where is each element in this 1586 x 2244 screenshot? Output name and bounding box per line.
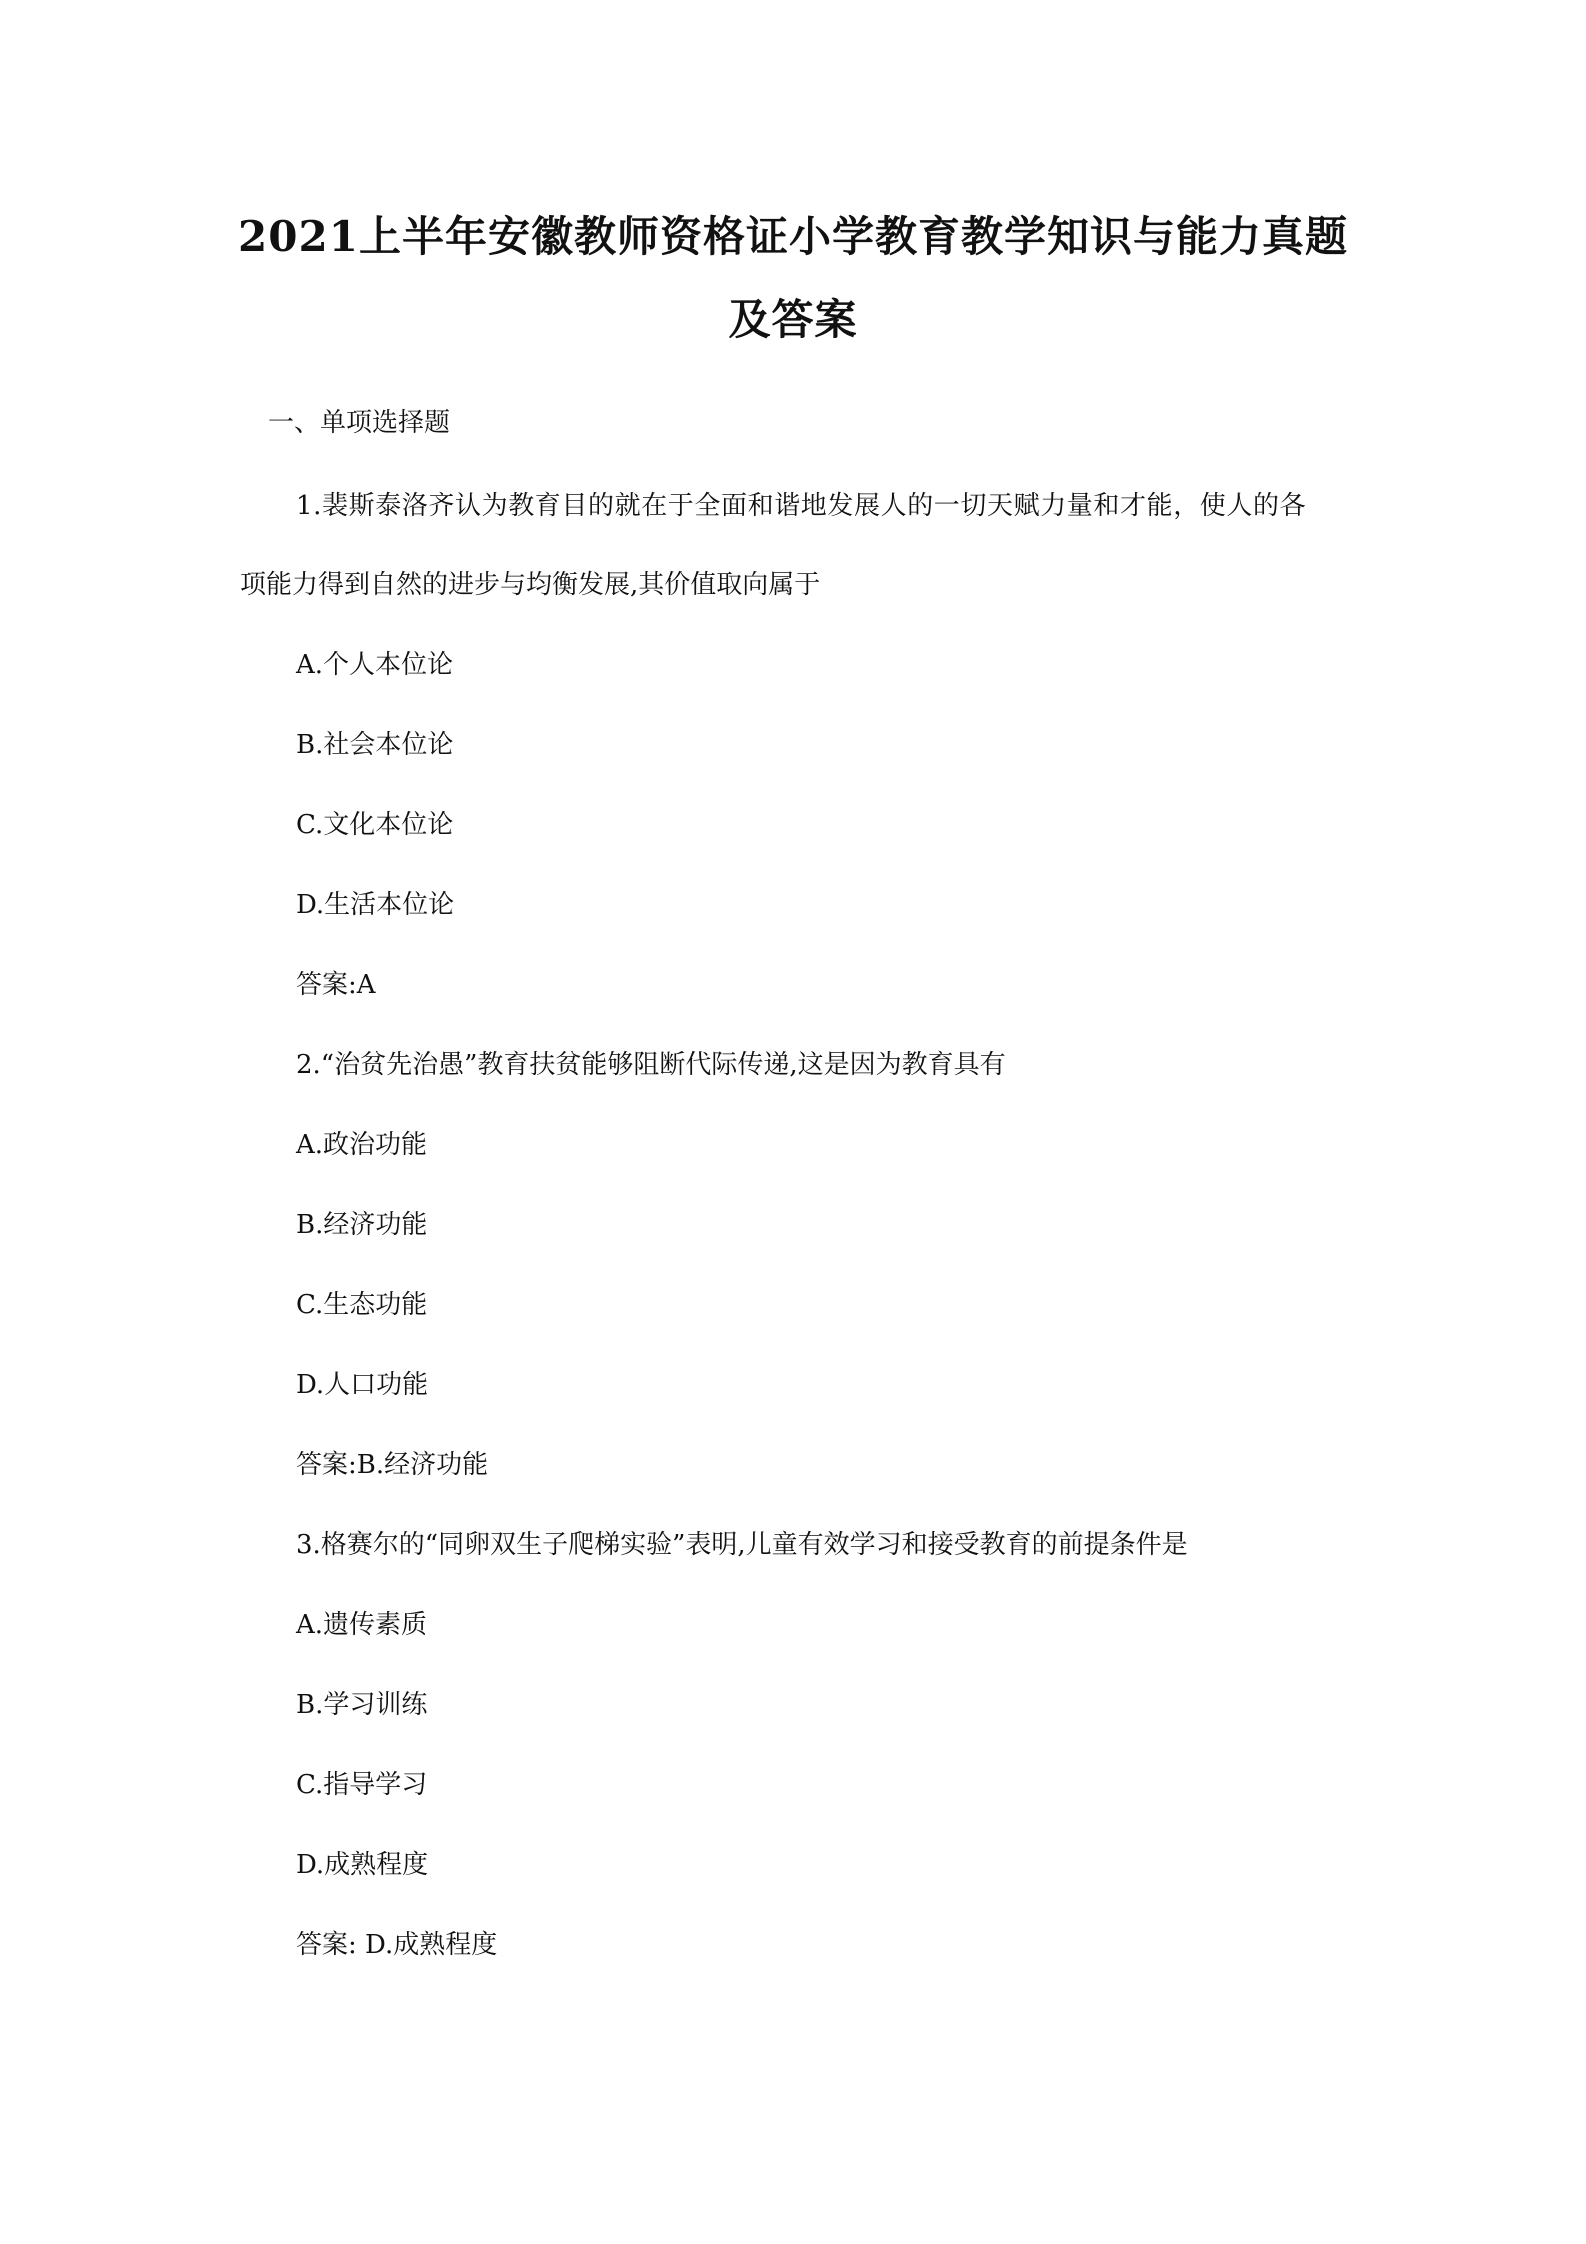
question-2-option-a: A.政治功能 <box>296 1130 428 1160</box>
section-heading: 一、单项选择题 <box>268 408 451 438</box>
question-3-option-c: C.指导学习 <box>296 1770 428 1800</box>
question-3-option-a: A.遗传素质 <box>296 1610 428 1640</box>
question-1-option-a: A.个人本位论 <box>296 650 454 680</box>
question-3-option-b: B.学习训练 <box>296 1690 428 1720</box>
question-1-option-b: B.社会本位论 <box>296 730 454 760</box>
document-title-line-1: 2021上半年安徽教师资格证小学教育教学知识与能力真题 <box>238 212 1348 261</box>
question-3-stem: 3.格赛尔的“同卵双生子爬梯实验”表明,儿童有效学习和接受教育的前提条件是 <box>296 1530 1188 1560</box>
question-2-option-c: C.生态功能 <box>296 1290 428 1320</box>
document-title-line-2: 及答案 <box>728 295 858 344</box>
question-3-option-d: D.成熟程度 <box>296 1850 429 1880</box>
question-2-stem: 2.“治贫先治愚”教育扶贫能够阻断代际传递,这是因为教育具有 <box>296 1050 1006 1080</box>
question-1-stem-line-2: 项能力得到自然的进步与均衡发展,其价值取向属于 <box>240 570 821 600</box>
question-1-option-c: C.文化本位论 <box>296 810 454 840</box>
question-1-option-d: D.生活本位论 <box>296 890 455 920</box>
question-3-answer: 答案: D.成熟程度 <box>296 1930 498 1960</box>
question-2-option-b: B.经济功能 <box>296 1210 428 1240</box>
question-1-stem-line-1: 1.裴斯泰洛齐认为教育目的就在于全面和谐地发展人的一切天赋力量和才能，使人的各 <box>296 491 1307 521</box>
question-2-option-d: D.人口功能 <box>296 1370 429 1400</box>
question-2-answer: 答案:B.经济功能 <box>296 1450 489 1480</box>
question-1-answer: 答案:A <box>296 970 376 1000</box>
